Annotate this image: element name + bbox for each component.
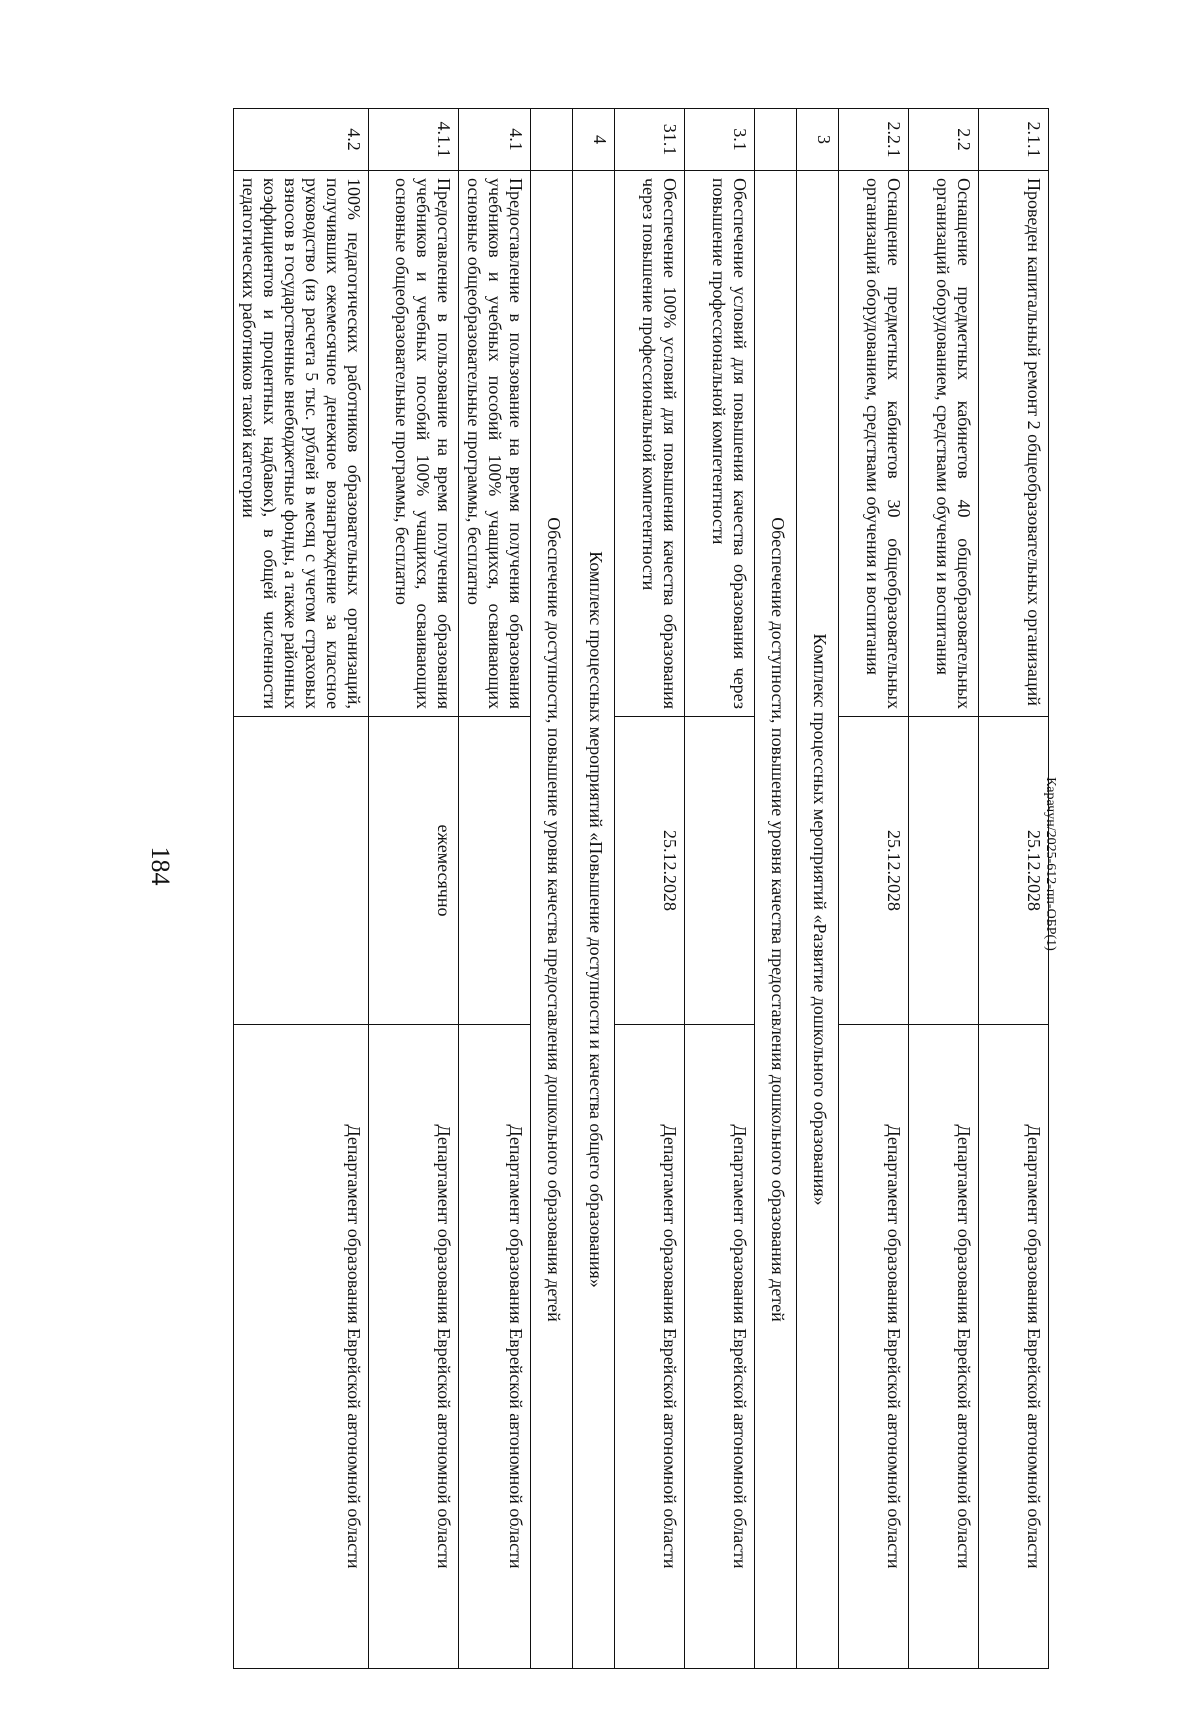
row-number-cell: 2.1.1 [979,109,1049,171]
table-row [459,109,531,1669]
table-row [909,109,979,1669]
section-heading-cell: Обеспечение доступности, повышение уровня качества предоставления дошкольного образования детей [755,171,797,1669]
plan-table-sheet [174,108,1049,1668]
table-row [979,109,1049,1669]
row-number-cell: 2.2.1 [839,109,909,171]
activity-text-cell: Оснащение предметных кабинетов 30 общеобразовательных организаций оборудованием, средствами обучения и воспитания [839,171,909,717]
table-row [369,109,459,1669]
deadline-cell [685,717,755,1025]
activity-text-cell: Оснащение предметных кабинетов 40 общеобразовательных организаций оборудованием, средствами обучения и воспитания [909,171,979,717]
responsible-org-cell: Департамент образования Еврейской автономной области [909,1025,979,1669]
activity-text-cell: Предоставление в пользование на время получения образования учебников и учебных пособий 100% учащихся, осваивающих основные общеобразовательные программы, бесплатно [459,171,531,717]
table-section-row [755,109,797,1669]
activity-text-cell: Обеспечение условий для повышения качества образования через повышение профессиональной компетентности [685,171,755,717]
section-heading-cell: Обеспечение доступности, повышение уровня качества предоставления дошкольного образования детей [531,171,573,1669]
row-number-cell: 31.1 [615,109,685,171]
activity-text-cell: Проведен капитальный ремонт 2 общеобразовательных организаций [979,171,1049,717]
responsible-org-cell: Департамент образования Еврейской автономной области [459,1025,531,1669]
table-section-row [573,109,615,1669]
row-number-cell: 4.1 [459,109,531,171]
table-row [234,109,369,1669]
table-section-row [797,109,839,1669]
deadline-cell: ежемесячно [369,717,459,1025]
activity-text-cell: Предоставление в пользование на время получения образования учебников и учебных пособий 100% учащихся, осваивающих основные общеобразовательные программы, бесплатно [369,171,459,717]
document-footer-code: Карачун/2025-612-пп-ОБР(1) [1043,777,1058,951]
section-heading-cell: Комплекс процессных мероприятий «Повышение доступности и качества общего образования» [573,171,615,1669]
deadline-cell [234,717,369,1025]
responsible-org-cell: Департамент образования Еврейской автономной области [979,1025,1049,1669]
responsible-org-cell: Департамент образования Еврейской автономной области [839,1025,909,1669]
activity-text-cell: 100% педагогических работников образовательных организаций, получивших ежемесячное денежное вознаграждение за классное руководство (из расчета 5 тыс. рублей в месяц с учетом страховых взносов в государственные внебюджетные фонды, а также районных коэффициентов и процентных надбавок), в общей численности педагогических работников такой категории [234,171,369,717]
activity-text-cell: Обеспечение 100% условий для повышения качества образования через повышение профессиональной компетентности [615,171,685,717]
responsible-org-cell: Департамент образования Еврейской автономной области [369,1025,459,1669]
row-number-cell: 3 [797,109,839,171]
row-number-cell: 4.1.1 [369,109,459,171]
page-number: 184 [146,846,175,886]
table-row [839,109,909,1669]
row-number-cell: 3.1 [685,109,755,171]
responsible-org-cell: Департамент образования Еврейской автономной области [615,1025,685,1669]
row-number-cell: 2.2 [909,109,979,171]
table-section-row [531,109,573,1669]
plan-table [233,108,1049,1669]
deadline-cell [459,717,531,1025]
section-heading-cell: Комплекс процессных мероприятий «Развитие дошкольного образования» [797,171,839,1669]
row-number-cell: 4.2 [234,109,369,171]
row-number-cell: 4 [573,109,615,171]
responsible-org-cell: Департамент образования Еврейской автономной области [234,1025,369,1669]
deadline-cell: 25.12.2028 [615,717,685,1025]
row-number-cell [755,109,797,171]
table-row [615,109,685,1669]
deadline-cell: 25.12.2028 [839,717,909,1025]
deadline-cell [909,717,979,1025]
deadline-cell: 25.12.2028 [979,717,1049,1025]
responsible-org-cell: Департамент образования Еврейской автономной области [685,1025,755,1669]
table-row [685,109,755,1669]
row-number-cell [531,109,573,171]
